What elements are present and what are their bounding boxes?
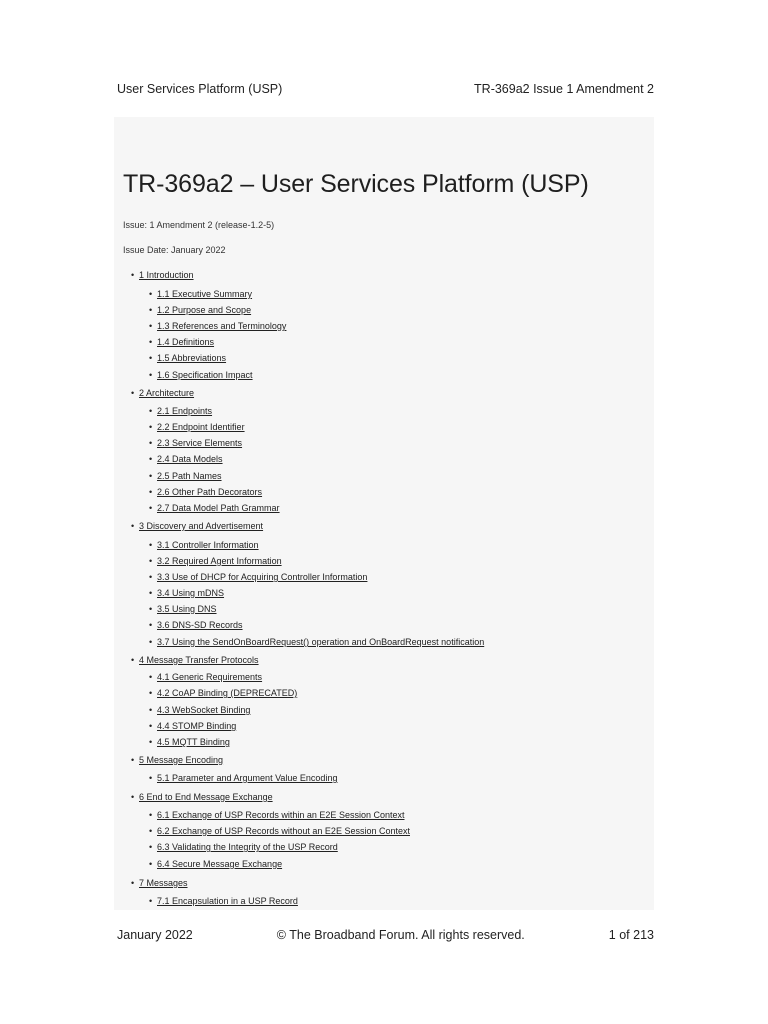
bullet-icon: • [131,521,135,531]
table-of-contents [114,117,654,910]
toc-link[interactable]: 5.1 Parameter and Argument Value Encoding [157,773,338,783]
bullet-icon: • [149,588,153,598]
bullet-icon: • [149,810,153,820]
toc-link[interactable]: 2.1 Endpoints [157,406,213,416]
bullet-icon: • [149,289,153,299]
toc-link[interactable]: 3.6 DNS-SD Records [157,620,243,630]
toc-item [149,620,243,631]
bullet-icon: • [131,792,135,802]
toc-link[interactable]: 3.1 Controller Information [157,540,259,550]
toc-item [149,604,217,615]
bullet-icon: • [149,773,153,783]
toc-link[interactable]: 4 Message Transfer Protocols [139,655,259,665]
toc-item [131,792,273,803]
toc-link[interactable]: 1.4 Definitions [157,337,215,347]
document-title: TR-369a2 – User Services Platform (USP) [123,170,589,198]
toc-link[interactable]: 7.1 Encapsulation in a USP Record [157,896,298,906]
toc-item [149,859,282,870]
bullet-icon: • [149,487,153,497]
bullet-icon: • [149,572,153,582]
toc-item [149,321,286,332]
toc-item [149,826,410,837]
footer-date: January 2022 [117,928,193,942]
toc-link[interactable]: 1.5 Abbreviations [157,353,227,363]
toc-item [149,556,282,567]
bullet-icon: • [131,388,135,398]
bullet-icon: • [131,755,135,765]
toc-link[interactable]: 6.2 Exchange of USP Records without an E2E Session Context [157,826,410,836]
toc-item [149,406,212,417]
page-number: 1 of 213 [608,928,654,942]
bullet-icon: • [149,737,153,747]
bullet-icon: • [149,540,153,550]
footer-copyright: © The Broadband Forum. All rights reserved. [276,928,525,942]
bullet-icon: • [149,604,153,614]
toc-link[interactable]: 2.6 Other Path Decorators [157,487,263,497]
toc-item [149,503,280,514]
toc-item [131,270,194,281]
toc-link[interactable]: 1.2 Purpose and Scope [157,305,252,315]
bullet-icon: • [131,878,135,888]
toc-item [149,305,251,316]
bullet-icon: • [149,896,153,906]
toc-link[interactable]: 4.3 WebSocket Binding [157,705,251,715]
bullet-icon: • [149,620,153,630]
toc-link[interactable]: 7 Messages [139,878,188,888]
toc-link[interactable]: 2.7 Data Model Path Grammar [157,503,280,513]
bullet-icon: • [149,503,153,513]
bullet-icon: • [149,305,153,315]
bullet-icon: • [149,705,153,715]
toc-link[interactable]: 3.4 Using mDNS [157,588,225,598]
toc-link[interactable]: 5 Message Encoding [139,755,224,765]
toc-item [149,353,226,364]
toc-item [149,705,250,716]
bullet-icon: • [149,438,153,448]
toc-item [149,572,367,583]
toc-item [149,454,223,465]
toc-item [149,422,245,433]
bullet-icon: • [149,859,153,869]
toc-item [149,471,222,482]
toc-item [149,487,262,498]
toc-link[interactable]: 2.3 Service Elements [157,438,243,448]
toc-link[interactable]: 3.7 Using the SendOnBoardRequest() operation and OnBoardRequest notification [157,637,485,647]
toc-item [149,737,230,748]
toc-link[interactable]: 2.2 Endpoint Identifier [157,422,245,432]
toc-item [149,540,259,551]
toc-link[interactable]: 4.4 STOMP Binding [157,721,237,731]
bullet-icon: • [149,556,153,566]
bullet-icon: • [149,370,153,380]
toc-link[interactable]: 6.1 Exchange of USP Records within an E2E Session Context [157,810,405,820]
issue-line: Issue: 1 Amendment 2 (release-1.2-5) [123,220,275,230]
bullet-icon: • [131,270,135,280]
bullet-icon: • [131,655,135,665]
toc-link[interactable]: 2.5 Path Names [157,471,222,481]
toc-link[interactable]: 1 Introduction [139,270,194,280]
toc-link[interactable]: 2.4 Data Models [157,454,223,464]
page-footer [117,928,654,942]
toc-item [149,672,262,683]
bullet-icon: • [149,406,153,416]
toc-item [149,896,298,907]
header-doc-name: User Services Platform (USP) [117,82,283,96]
toc-link[interactable]: 4.5 MQTT Binding [157,737,230,747]
toc-link[interactable]: 3 Discovery and Advertisement [139,521,264,531]
toc-item [149,438,242,449]
toc-item [149,688,297,699]
bullet-icon: • [149,353,153,363]
toc-link[interactable]: 4.2 CoAP Binding (DEPRECATED) [157,688,298,698]
bullet-icon: • [149,471,153,481]
bullet-icon: • [149,826,153,836]
bullet-icon: • [149,337,153,347]
toc-link[interactable]: 1.1 Executive Summary [157,289,253,299]
toc-item [131,521,263,532]
toc-item [149,721,236,732]
issue-date: Issue Date: January 2022 [123,245,226,255]
toc-link[interactable]: 6.3 Validating the Integrity of the USP Record [157,842,338,852]
header-doc-id: TR-369a2 Issue 1 Amendment 2 [474,82,654,96]
document-content [114,117,654,910]
toc-item [131,388,194,399]
toc-item [149,810,404,821]
toc-link[interactable]: 6.4 Secure Message Exchange [157,859,283,869]
toc-item [131,755,223,766]
bullet-icon: • [149,672,153,682]
toc-link[interactable]: 2 Architecture [139,388,195,398]
toc-item [131,878,188,889]
toc-link[interactable]: 6 End to End Message Exchange [139,792,273,802]
bullet-icon: • [149,321,153,331]
toc-link[interactable]: 1.6 Specification Impact [157,370,253,380]
toc-item [149,337,214,348]
toc-link[interactable]: 1.3 References and Terminology [157,321,287,331]
toc-link[interactable]: 3.5 Using DNS [157,604,217,614]
toc-item [149,773,337,784]
toc-link[interactable]: 4.1 Generic Requirements [157,672,263,682]
bullet-icon: • [149,454,153,464]
bullet-icon: • [149,422,153,432]
toc-item [149,637,484,648]
page-header [117,82,654,96]
toc-link[interactable]: 3.2 Required Agent Information [157,556,282,566]
toc-item [149,370,253,381]
toc-item [149,842,338,853]
toc-link[interactable]: 3.3 Use of DHCP for Acquiring Controller Information [157,572,368,582]
bullet-icon: • [149,842,153,852]
toc-item [149,289,252,300]
bullet-icon: • [149,688,153,698]
toc-item [149,588,224,599]
bullet-icon: • [149,637,153,647]
bullet-icon: • [149,721,153,731]
toc-item [131,655,259,666]
